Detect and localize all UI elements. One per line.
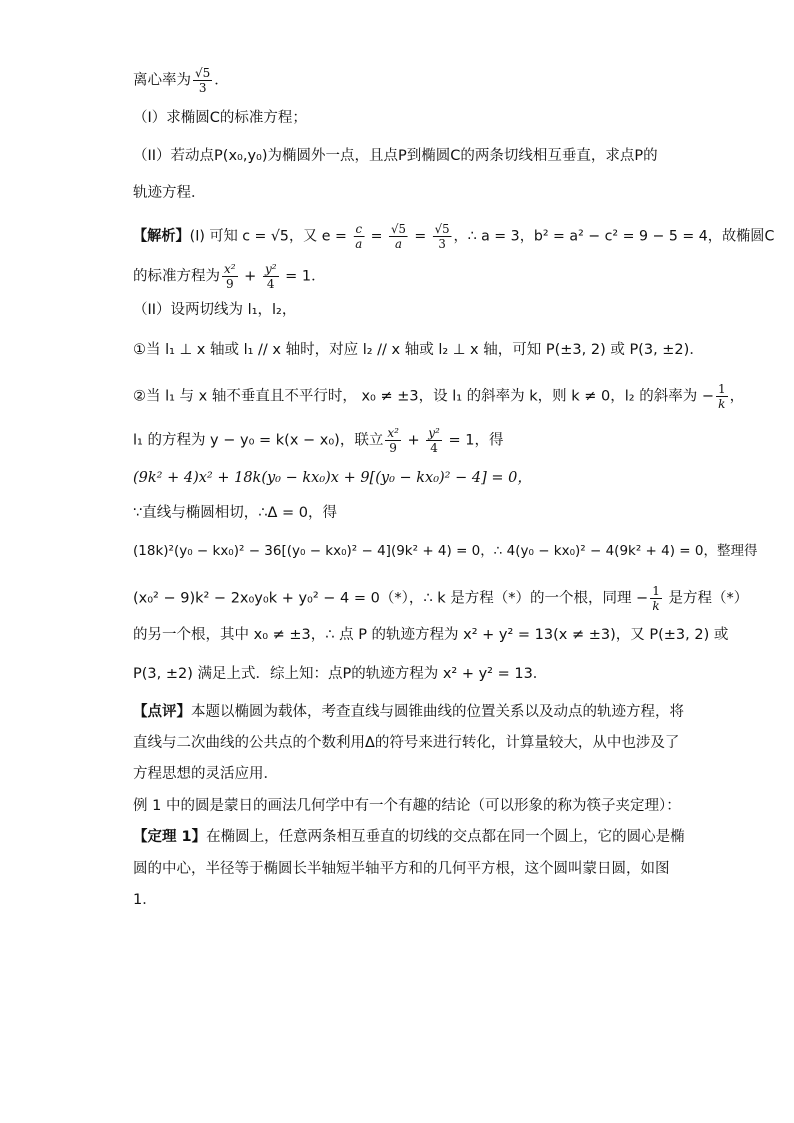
comment-tag: 【点评】 <box>133 704 191 720</box>
fraction <box>426 426 442 455</box>
fraction <box>353 222 364 251</box>
fraction <box>193 66 212 95</box>
fraction <box>385 426 401 455</box>
text: = <box>409 228 431 245</box>
text: (I) 可知 c = √5，又 e = <box>189 228 352 245</box>
tangent-condition: ∵直线与椭圆相切，∴Δ = 0，得 <box>133 505 337 521</box>
denominator: a <box>394 237 402 251</box>
numerator: c <box>353 222 364 237</box>
question-part-2-cont: 轨迹方程． <box>133 185 206 201</box>
question-part-1: （I）求椭圆C的标准方程； <box>133 110 307 126</box>
denominator: k <box>652 599 660 613</box>
text: 的标准方程为 <box>133 268 220 285</box>
denominator: 4 <box>266 277 275 291</box>
text: 在椭圆上，任意两条相互垂直的切线的交点都在同一个圆上，它的圆心是椭 <box>206 829 685 845</box>
case-2-line <box>133 382 744 411</box>
numerator: 1 <box>717 382 726 396</box>
numerator: √5 <box>434 222 450 236</box>
theorem-tag: 【定理 1】 <box>133 829 207 845</box>
fraction <box>263 262 279 291</box>
eccentricity-line <box>133 66 229 95</box>
fraction <box>222 262 238 291</box>
text: ②当 l₁ 与 x 轴不垂直且不平行时， x₀ ≠ ±3，设 l₁ 的斜率为 k，则 k ≠ 0，l₂ 的斜率为 − <box>133 388 714 405</box>
theorem-line-2: 圆的中心，半径等于椭圆长半轴短半轴平方和的几何平方根，这个圆叫蒙日圆，如图 <box>133 861 670 877</box>
numerator: √5 <box>195 66 211 80</box>
line-equation <box>133 426 503 455</box>
numerator: x² <box>224 262 236 276</box>
question-part-2: （II）若动点P(x₀,y₀)为椭圆外一点，且点P到椭圆C的两条切线相互垂直，求点P的 <box>133 148 658 164</box>
comment-line-2: 直线与二次曲线的公共点的个数利用Δ的符号来进行转化，计算量较大，从中也涉及了 <box>133 735 680 751</box>
theorem-line-1 <box>133 827 685 847</box>
case-1-line: ①当 l₁ ⊥ x 轴或 l₁ // x 轴时，对应 l₂ // x 轴或 l₂ ⊥ x 轴，可知 P(±3, 2) 或 P(3, ±2)． <box>133 342 704 358</box>
text: = 1，得 <box>443 432 504 449</box>
comment-line-1 <box>133 702 684 722</box>
text: (x₀² − 9)k² − 2x₀y₀k + y₀² − 4 = 0（*），∴ k 是方程（*）的一个根，同理 − <box>133 590 649 607</box>
discriminant-line: (18k)²(y₀ − kx₀)² − 36[(y₀ − kx₀)² − 4](9k² + 4) = 0，∴ 4(y₀ − kx₀)² − 4(9k² + 4) = 0，整理得 <box>133 543 758 559</box>
locus-line: 的另一个根，其中 x₀ ≠ ±3，∴ 点 P 的轨迹方程为 x² + y² = 13(x ≠ ±3)，又 P(±3, 2) 或 <box>133 627 729 643</box>
denominator: k <box>718 397 726 411</box>
text: + <box>402 432 425 449</box>
solution-part-2-setup: （II）设两切线为 l₁，l₂， <box>133 302 297 318</box>
denominator: 9 <box>225 277 234 291</box>
quadratic-equation: (9k² + 4)x² + 18k(y₀ − kx₀)x + 9[(y₀ − kx₀)² − 4] = 0， <box>133 470 532 486</box>
root-line <box>133 584 748 613</box>
numerator: x² <box>387 426 399 440</box>
denominator: 3 <box>438 237 446 251</box>
solution-tag: 【解析】 <box>133 228 190 245</box>
example-note-line: 例 1 中的圆是蒙日的画法几何学中有一个有趣的结论（可以形象的称为筷子夹定理）： <box>133 798 681 814</box>
comment-line-3: 方程思想的灵活应用． <box>133 766 278 782</box>
numerator: y² <box>428 426 440 440</box>
fraction <box>716 382 728 411</box>
solution-line-2 <box>133 262 326 291</box>
numerator: 1 <box>652 584 660 598</box>
text: = <box>366 228 388 245</box>
theorem-line-3: 1． <box>133 892 157 908</box>
fraction <box>389 222 408 251</box>
solution-line-1 <box>133 222 774 251</box>
numerator: y² <box>264 262 277 276</box>
fraction <box>433 222 452 251</box>
text: 离心率为 <box>133 72 191 89</box>
text: 是方程（*） <box>663 590 749 607</box>
text: ． <box>214 72 229 89</box>
text: ，∴ a = 3，b² = a² − c² = 9 − 5 = 4，故椭圆C <box>453 228 775 245</box>
numerator: √5 <box>390 222 406 236</box>
denominator: 9 <box>389 441 397 455</box>
text: = 1． <box>280 268 326 285</box>
fraction <box>650 584 662 613</box>
conclusion-line: P(3, ±2) 满足上式．综上知：点P的轨迹方程为 x² + y² = 13． <box>133 666 548 682</box>
text: l₁ 的方程为 y − y₀ = k(x − x₀)，联立 <box>133 432 384 449</box>
denominator: 4 <box>430 441 438 455</box>
denominator: 3 <box>198 81 207 95</box>
text: + <box>239 268 261 285</box>
text: 本题以椭圆为载体，考查直线与圆锥曲线的位置关系以及动点的轨迹方程，将 <box>191 704 684 720</box>
text: ， <box>729 388 745 405</box>
denominator: a <box>355 237 363 251</box>
